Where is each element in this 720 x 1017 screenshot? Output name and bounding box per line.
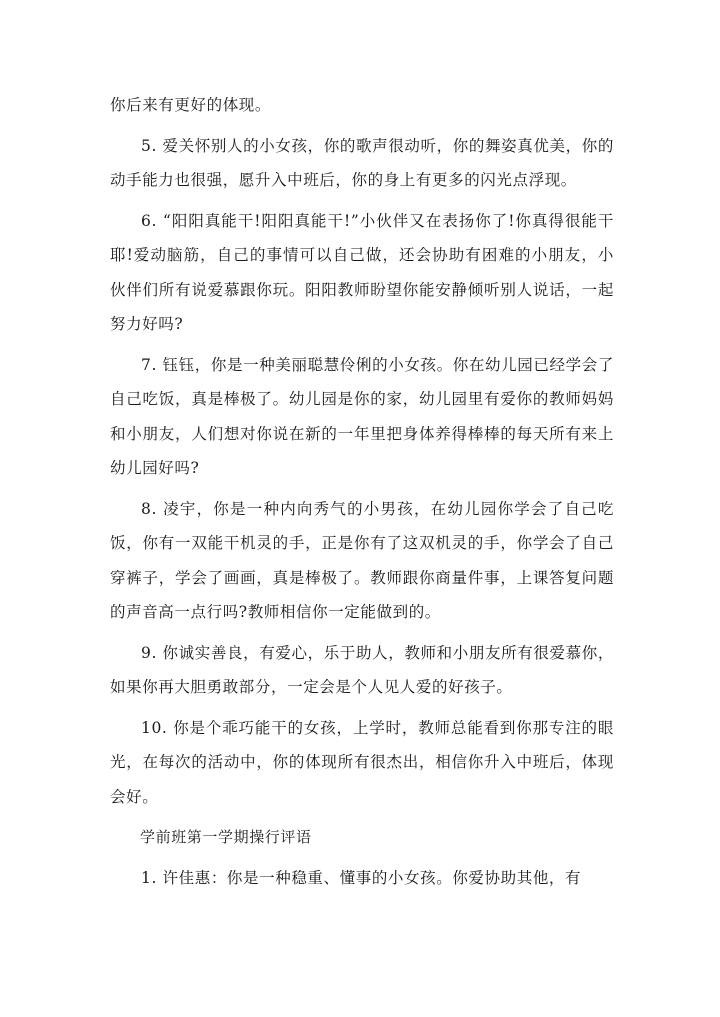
paragraph-item-10: 10. 你是个乖巧能干的女孩，上学时，教师总能看到你那专注的眼光，在每次的活动中，你的体现所有很杰出，相信你升入中班后，体现会好。	[110, 718, 614, 806]
document-body	[110, 88, 614, 901]
paragraph-continuation: 你后来有更好的体现。	[110, 96, 272, 114]
paragraph-item-7: 7. 钰钰，你是一种美丽聪慧伶俐的小女孩。你在幼儿园已经学会了自己吃饭，真是棒极了。幼儿园是你的家，幼儿园里有爱你的教师妈妈和小朋友，人们想对你说在新的一年里把身体养得棒棒的每天所有来上幼儿园好吗?	[110, 355, 614, 477]
paragraph-item-5: 5. 爱关怀别人的小女孩，你的歌声很动听，你的舞姿真优美，你的动手能力也很强，愿升入中班后，你的身上有更多的闪光点浮现。	[110, 136, 614, 189]
paragraph-item-6: 6. “阳阳真能干!阳阳真能干!”小伙伴又在表扬你了!你真得很能干耶!爱动脑筋，自己的事情可以自己做，还会协助有困难的小朋友，小伙伴们所有说爱慕跟你玩。阳阳教师盼望你能安静倾听别人说话，一起努力好吗?	[110, 211, 614, 333]
paragraph-item-9: 9. 你诚实善良，有爱心，乐于助人，教师和小朋友所有很爱慕你，如果你再大胆勇敢部分，一定会是个人见人爱的好孩子。	[110, 643, 614, 696]
paragraph-item-8: 8. 凌宇，你是一种内向秀气的小男孩，在幼儿园你学会了自己吃饭，你有一双能干机灵的手，正是你有了这双机灵的手，你学会了自己穿裤子，学会了画画，真是棒极了。教师跟你商量件事，上课答复问题的声音高一点行吗?教师相信你一定能做到的。	[110, 499, 614, 621]
paragraph-item-1: 1. 许佳惠：你是一种稳重、懂事的小女孩。你爱协助其他，有	[141, 868, 582, 887]
section-heading: 学前班第一学期操行评语	[140, 828, 312, 846]
